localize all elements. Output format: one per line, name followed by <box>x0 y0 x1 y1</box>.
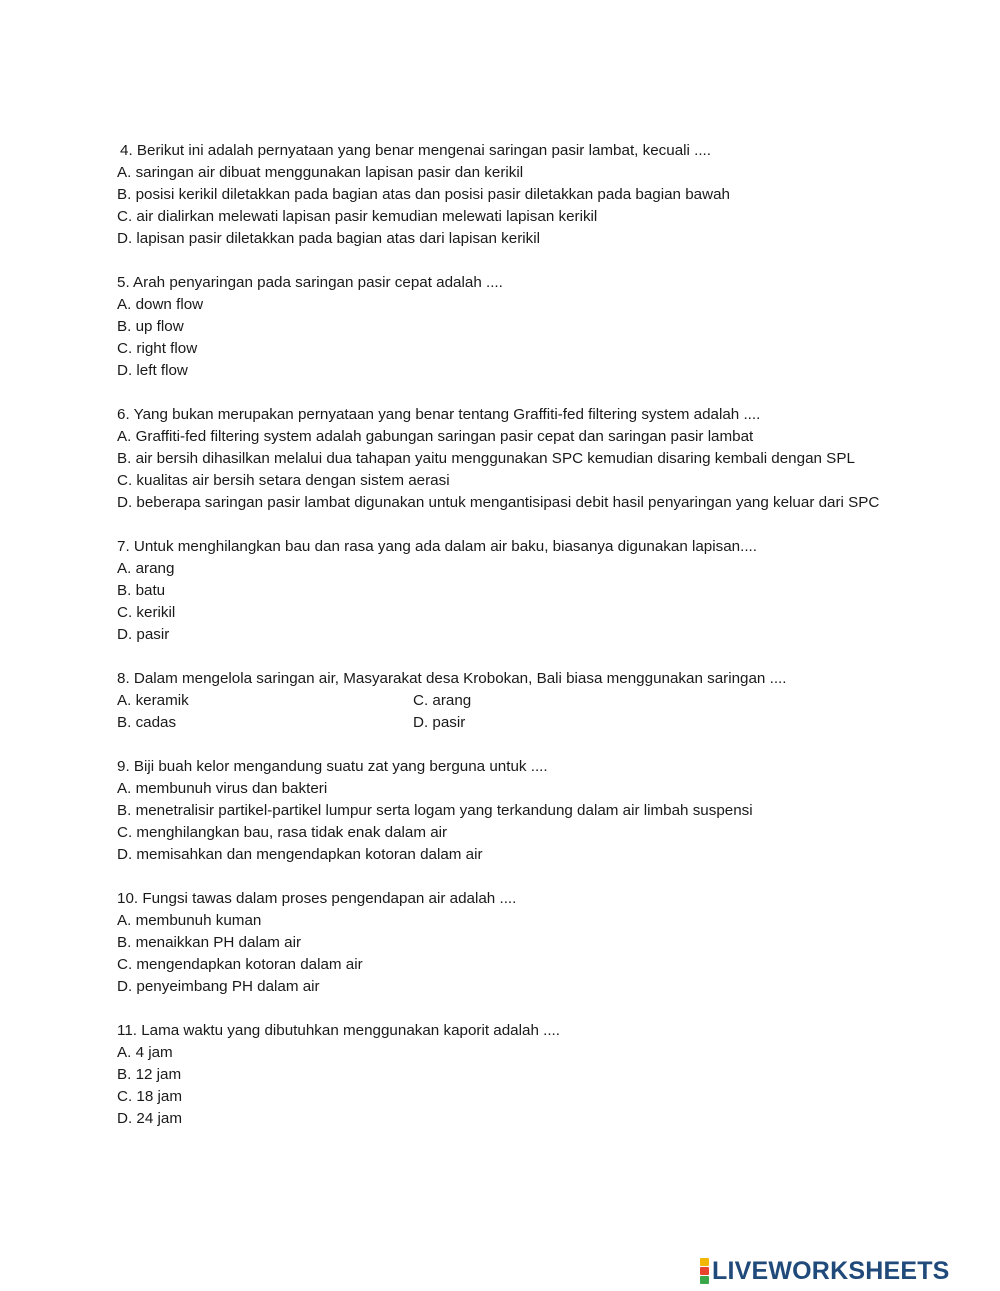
option-b[interactable]: B. up flow <box>117 318 184 335</box>
logo-text: LIVEWORKSHEETS <box>712 1256 950 1285</box>
option-b[interactable]: B. 12 jam <box>117 1066 182 1083</box>
logo-block-2 <box>700 1267 709 1275</box>
question-10 <box>117 888 887 998</box>
option-b[interactable]: B. cadas <box>117 714 177 731</box>
question-11 <box>117 1020 887 1130</box>
option-d[interactable]: D. pasir <box>413 714 466 731</box>
worksheet-page <box>117 140 887 1152</box>
question-6 <box>117 404 887 514</box>
option-a[interactable]: A. saringan air dibuat menggunakan lapisan pasir dan kerikil <box>117 164 524 181</box>
question-stem: 7. Untuk menghilangkan bau dan rasa yang ada dalam air baku, biasanya digunakan lapisan.... <box>117 538 757 555</box>
option-d[interactable]: D. lapisan pasir diletakkan pada bagian atas dari lapisan kerikil <box>117 230 540 247</box>
option-b[interactable]: B. batu <box>117 582 166 599</box>
option-d[interactable]: D. beberapa saringan pasir lambat digunakan untuk mengantisipasi debit hasil penyaringan yang keluar dari SPC <box>117 494 880 511</box>
question-4 <box>117 140 887 250</box>
logo-blocks-icon <box>700 1258 709 1284</box>
option-c[interactable]: C. arang <box>413 692 472 709</box>
option-d[interactable]: D. left flow <box>117 362 188 379</box>
option-c[interactable]: C. mengendapkan kotoran dalam air <box>117 956 363 973</box>
option-c[interactable]: C. right flow <box>117 340 198 357</box>
option-b[interactable]: B. posisi kerikil diletakkan pada bagian atas dan posisi pasir diletakkan pada bagian bawah <box>117 186 730 203</box>
liveworksheets-logo <box>700 1258 950 1284</box>
option-d[interactable]: D. 24 jam <box>117 1110 182 1127</box>
option-d[interactable]: D. pasir <box>117 626 170 643</box>
option-a[interactable]: A. membunuh virus dan bakteri <box>117 780 328 797</box>
question-7 <box>117 536 887 646</box>
option-d[interactable]: D. penyeimbang PH dalam air <box>117 978 320 995</box>
option-c[interactable]: C. kualitas air bersih setara dengan sistem aerasi <box>117 472 450 489</box>
option-c[interactable]: C. 18 jam <box>117 1088 182 1105</box>
question-8 <box>117 668 887 734</box>
options-row-1 <box>117 690 887 712</box>
question-stem: 8. Dalam mengelola saringan air, Masyarakat desa Krobokan, Bali biasa menggunakan saringan .... <box>117 670 787 687</box>
option-b[interactable]: B. menetralisir partikel-partikel lumpur serta logam yang terkandung dalam air limbah suspensi <box>117 802 753 819</box>
option-a[interactable]: A. membunuh kuman <box>117 912 262 929</box>
question-stem: 5. Arah penyaringan pada saringan pasir cepat adalah .... <box>117 274 503 291</box>
option-a[interactable]: A. 4 jam <box>117 1044 173 1061</box>
logo-block-3 <box>700 1276 709 1284</box>
option-a[interactable]: A. Graffiti-fed filtering system adalah gabungan saringan pasir cepat dan saringan pasir lambat <box>117 428 754 445</box>
question-9 <box>117 756 887 866</box>
option-c[interactable]: C. air dialirkan melewati lapisan pasir kemudian melewati lapisan kerikil <box>117 208 598 225</box>
question-5 <box>117 272 887 382</box>
logo-block-1 <box>700 1258 709 1266</box>
option-a[interactable]: A. keramik <box>117 692 189 709</box>
option-a[interactable]: A. down flow <box>117 296 204 313</box>
question-stem: 4. Berikut ini adalah pernyataan yang benar mengenai saringan pasir lambat, kecuali .... <box>120 142 711 159</box>
options-row-2 <box>117 712 887 734</box>
option-b[interactable]: B. menaikkan PH dalam air <box>117 934 302 951</box>
option-a[interactable]: A. arang <box>117 560 175 577</box>
option-d[interactable]: D. memisahkan dan mengendapkan kotoran dalam air <box>117 846 483 863</box>
option-c[interactable]: C. kerikil <box>117 604 176 621</box>
option-c[interactable]: C. menghilangkan bau, rasa tidak enak dalam air <box>117 824 448 841</box>
question-stem: 11. Lama waktu yang dibutuhkan menggunakan kaporit adalah .... <box>117 1022 560 1039</box>
question-stem: 9. Biji buah kelor mengandung suatu zat yang berguna untuk .... <box>117 758 548 775</box>
question-stem: 6. Yang bukan merupakan pernyataan yang benar tentang Graffiti-fed filtering system adalah .... <box>117 406 761 423</box>
question-stem: 10. Fungsi tawas dalam proses pengendapan air adalah .... <box>117 890 517 907</box>
option-b[interactable]: B. air bersih dihasilkan melalui dua tahapan yaitu menggunakan SPC kemudian disaring kembali dengan SPL <box>117 450 855 467</box>
